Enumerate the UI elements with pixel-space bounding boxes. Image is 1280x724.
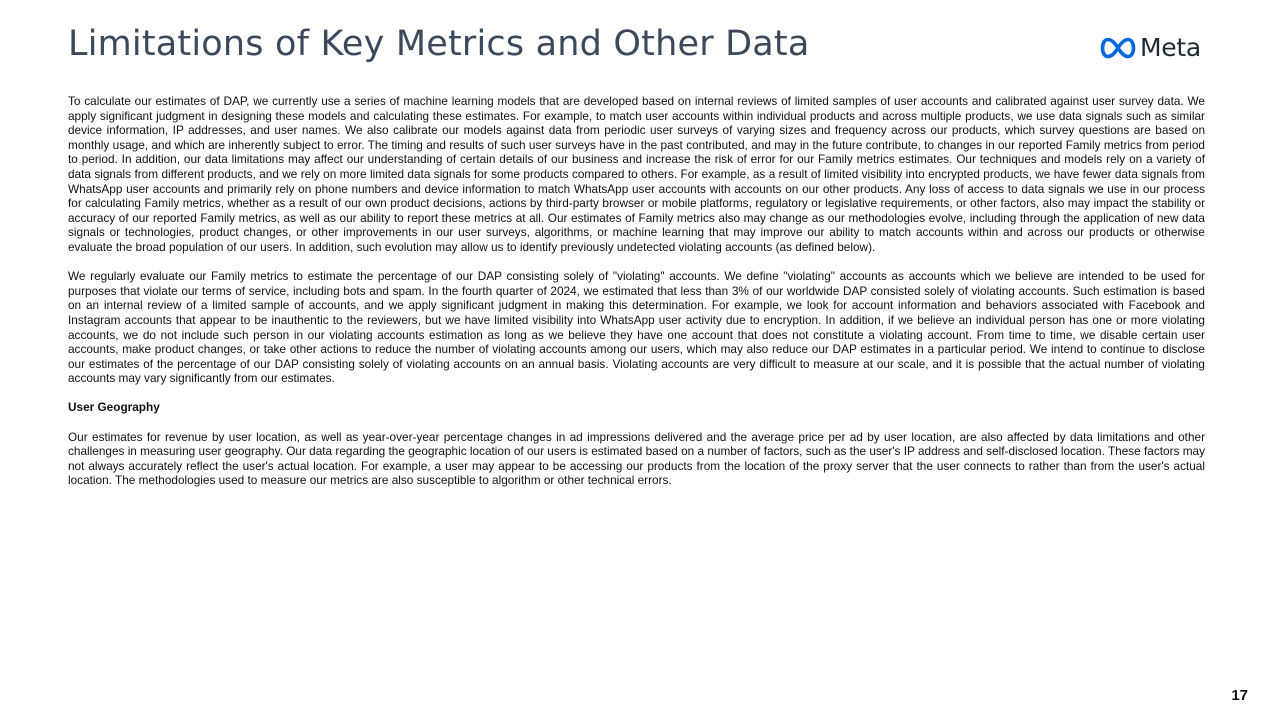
section-heading-user-geography: User Geography: [68, 400, 160, 415]
paragraph-dap-estimates: To calculate our estimates of DAP, we currently use a series of machine learning models that are developed based on internal reviews of limited samples of user accounts and calibrated against user survey data. We apply significant judgment in designing these models and calculating these estimates. For example, to match user accounts within individual products and across multiple products, we use data signals such as similar device information, IP addresses, and user names. We also calibrate our models against data from periodic user surveys of varying sizes and frequency across our products, which survey questions are based on monthly usage, and which are inherently subject to error. The timing and results of such user surveys have in the past contributed, and may in the future contribute, to changes in our reported Family metrics from period to period. In addition, our data limitations may affect our understanding of certain details of our business and increase the risk of error for our Family metrics estimates. Our techniques and models rely on a variety of data signals from different products, and we rely on more limited data signals for some products compared to others. For example, as a result of limited visibility into encrypted products, we have fewer data signals from WhatsApp user accounts and primarily rely on phone numbers and device information to match WhatsApp user accounts with accounts on our other products. Any loss of access to data signals we use in our process for calculating Family metrics, whether as a result of our own product decisions, actions by third-party browser or mobile platforms, regulatory or legislative requirements, or other factors, also may impact the stability or accuracy of our reported Family metrics, as well as our ability to report these metrics at all. Our estimates of Family metrics also may change as our methodologies evolve, including through the application of new data signals or technologies, product changes, or other improvements in our user surveys, algorithms, or machine learning that may improve our ability to match accounts within and across our products or otherwise evaluate the broad population of our users. In addition, such evolution may allow us to identify previously undetected violating accounts (as defined below).: [68, 94, 1205, 254]
meta-logo: [1100, 33, 1201, 63]
meta-infinity-icon: [1100, 36, 1136, 60]
paragraph-violating-accounts: We regularly evaluate our Family metrics to estimate the percentage of our DAP consisting solely of "violating" accounts. We define "violating" accounts as accounts which we believe are intended to be used for purposes that violate our terms of service, including bots and spam. In the fourth quarter of 2024, we estimated that less than 3% of our worldwide DAP consisted solely of violating accounts. Such estimation is based on an internal review of a limited sample of accounts, and we apply significant judgment in making this determination. For example, we look for account information and behaviors associated with Facebook and Instagram accounts that appear to be inauthentic to the reviewers, but we have limited visibility into WhatsApp user activity due to encryption. In addition, if we believe an individual person has one or more violating accounts, we do not include such person in our violating accounts estimation as long as we believe they have one account that does not constitute a violating account. From time to time, we disable certain user accounts, make product changes, or take other actions to reduce the number of violating accounts among our users, which may also reduce our DAP estimates in a particular period. We intend to continue to disclose our estimates of the percentage of our DAP consisting solely of violating accounts on an annual basis. Violating accounts are very difficult to measure at our scale, and it is possible that the actual number of violating accounts may vary significantly from our estimates.: [68, 269, 1205, 386]
paragraph-user-geography: Our estimates for revenue by user location, as well as year-over-year percentage changes in ad impressions delivered and the average price per ad by user location, are also affected by data limitations and other challenges in measuring user geography. Our data regarding the geographic location of our users is estimated based on a number of factors, such as the user's IP address and self-disclosed location. These factors may not always accurately reflect the user's actual location. For example, a user may appear to be accessing our products from the location of the proxy server that the user connects to rather than from the user's actual location. The methodologies used to measure our metrics are also susceptible to algorithm or other technical errors.: [68, 429, 1205, 488]
page-number: 17: [1231, 687, 1248, 704]
page-title: Limitations of Key Metrics and Other Data: [68, 24, 810, 64]
body-text: [68, 94, 1205, 488]
logo-wordmark: Meta: [1140, 33, 1201, 62]
